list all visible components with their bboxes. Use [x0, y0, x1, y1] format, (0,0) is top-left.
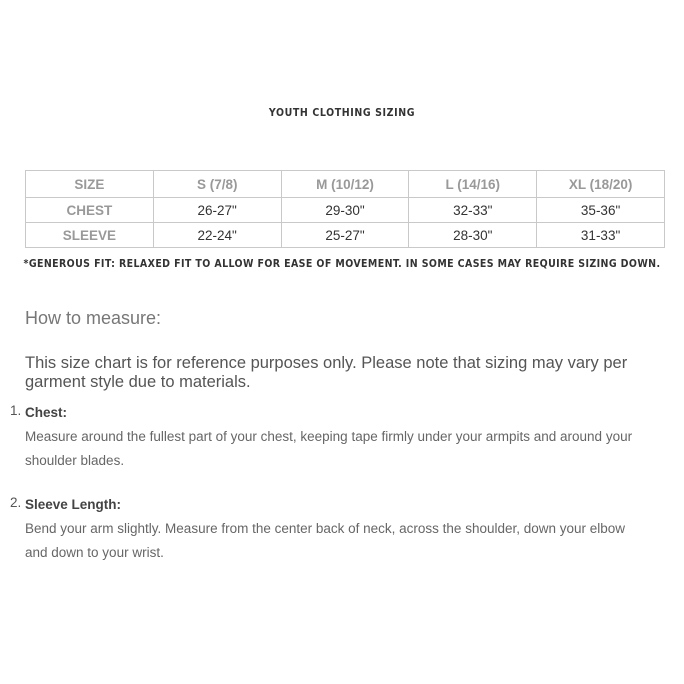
step-title: Sleeve Length: — [25, 497, 122, 512]
table-cell: 29-30" — [281, 198, 409, 223]
step-number: 1. — [10, 403, 22, 418]
table-header-cell: M (10/12) — [281, 171, 409, 198]
step-text: Bend your arm slightly. Measure from the center back of neck, across the shoulder, down your elbow and down to your wrist. — [25, 521, 626, 560]
table-cell: 31-33" — [537, 223, 665, 248]
table-cell: 26-27" — [153, 198, 281, 223]
step-title: Chest: — [25, 405, 68, 420]
step-number: 2. — [10, 495, 22, 510]
fit-note: *GENEROUS FIT: RELAXED FIT TO ALLOW FOR EASE OF MOVEMENT. IN SOME CASES MAY REQUIRE SIZING DOWN. — [23, 258, 661, 270]
how-to-measure-heading: How to measure: — [25, 308, 162, 328]
measurement-steps — [0, 403, 684, 587]
table-header-cell: S (7/8) — [153, 171, 281, 198]
table-cell: 28-30" — [409, 223, 537, 248]
table-header-cell: SIZE — [26, 171, 154, 198]
table-cell: 32-33" — [409, 198, 537, 223]
intro-paragraph: This size chart is for reference purposes only. Please note that sizing may vary per garment style due to materials. — [25, 354, 628, 391]
row-label: CHEST — [26, 198, 154, 223]
table-cell: 35-36" — [537, 198, 665, 223]
table-row-sleeve — [26, 223, 665, 248]
table-row-chest — [26, 198, 665, 223]
step-sleeve-length — [0, 495, 684, 565]
step-text: Measure around the fullest part of your chest, keeping tape firmly under your armpits and around your shoulder blades. — [25, 429, 633, 468]
row-label: SLEEVE — [26, 223, 154, 248]
size-chart-table — [25, 170, 665, 248]
table-cell: 22-24" — [153, 223, 281, 248]
page-title: YOUTH CLOTHING SIZING — [268, 107, 416, 119]
table-header-row — [26, 171, 665, 198]
table-header-cell: XL (18/20) — [537, 171, 665, 198]
table-header-cell: L (14/16) — [409, 171, 537, 198]
step-chest — [0, 403, 684, 473]
table-cell: 25-27" — [281, 223, 409, 248]
